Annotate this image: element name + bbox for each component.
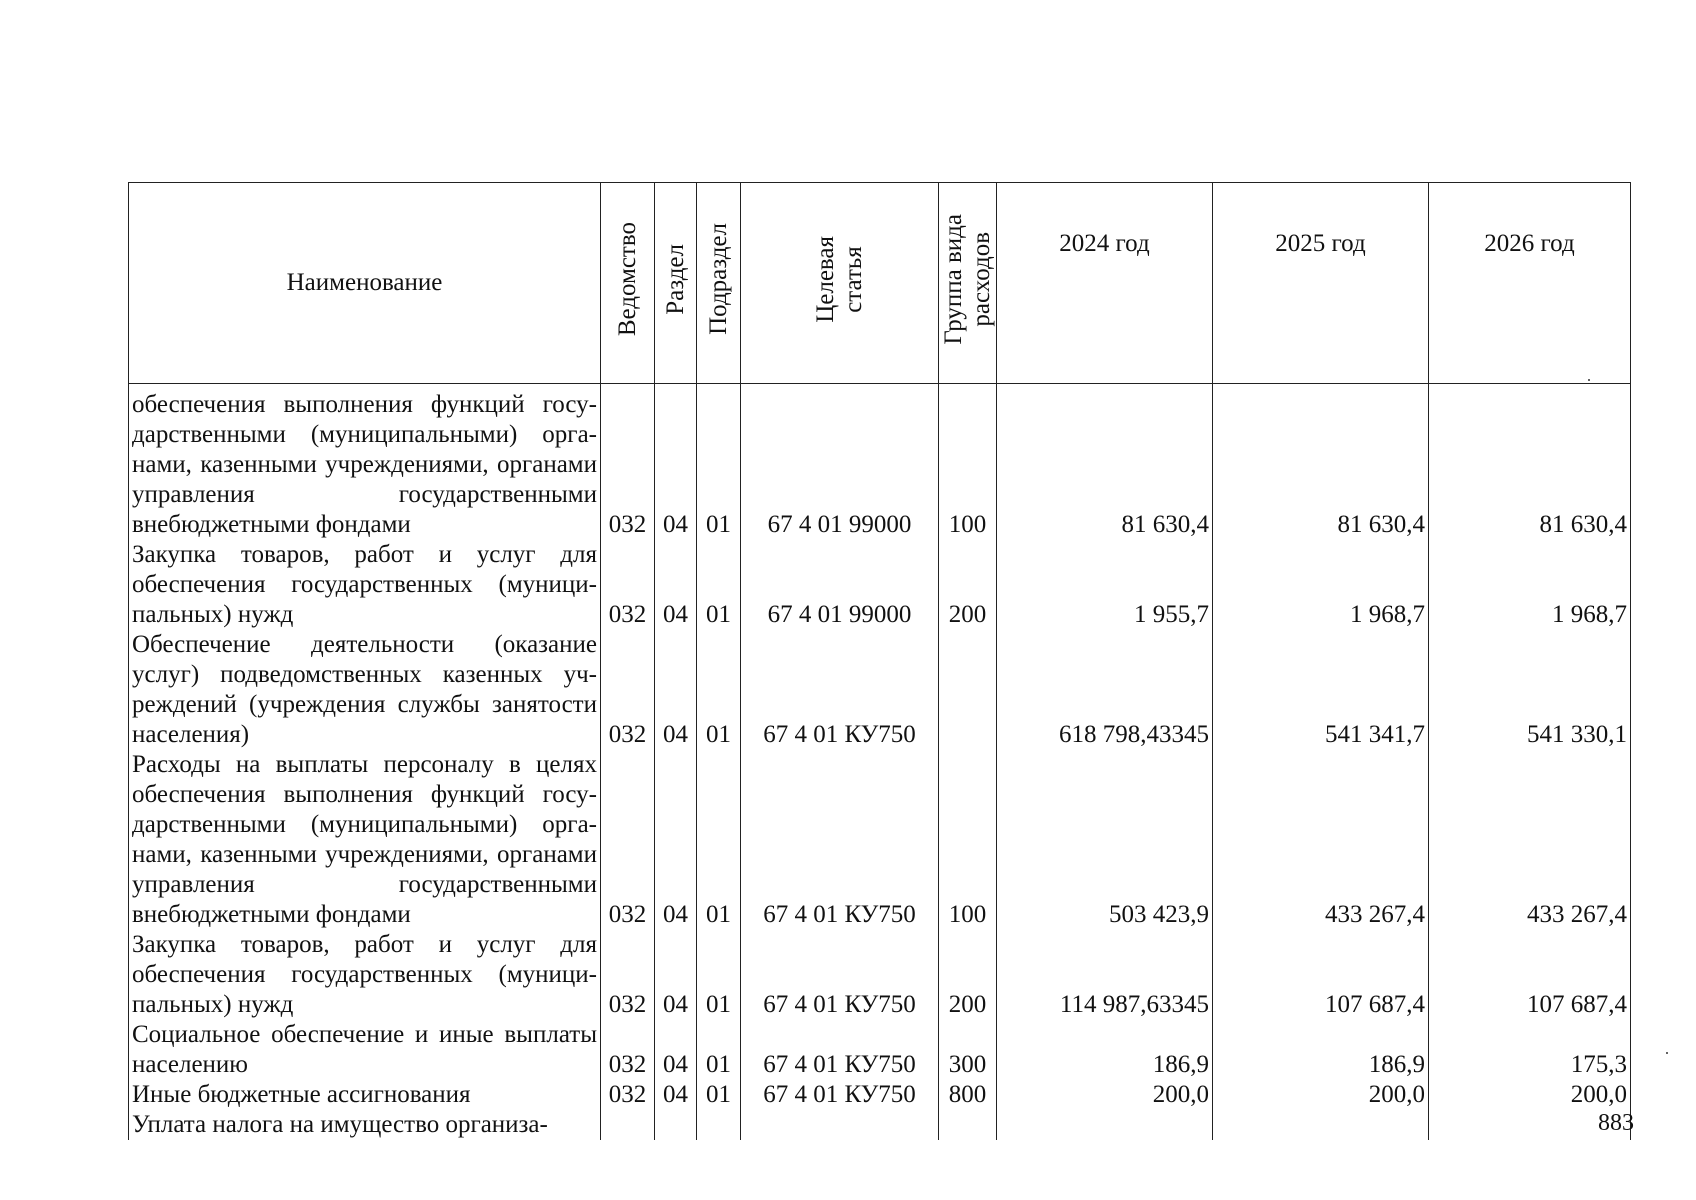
cell-razdel: 04 [655,1080,697,1110]
cell-name: обеспечения выполнения функций государственными (муниципальными) органами, казенными учреждениями, органами управления государственными внебюджетными фондами [129,384,601,541]
table-row [129,930,1631,1020]
cell-2026: 200,0 [1429,1080,1631,1110]
header-year-2025: 2025 год [1213,183,1429,384]
cell-vedomstvo: 032 [601,930,655,1020]
cell-vedomstvo: 032 [601,750,655,930]
header-gruppa-vida-rashodov: Группа вида расходов [939,183,997,384]
cell-celevaya-statya: 67 4 01 КУ750 [741,630,939,750]
cell-gruppa [939,630,997,750]
scan-speck [1666,1052,1668,1054]
table-header-row [129,183,1631,384]
cell-podrazdel: 01 [697,1080,741,1110]
cell-podrazdel: 01 [697,1020,741,1080]
cell-celevaya-statya: 67 4 01 КУ750 [741,1020,939,1080]
cell-celevaya-statya: 67 4 01 КУ750 [741,1080,939,1110]
table-row [129,1020,1631,1080]
header-year-2024: 2024 год [997,183,1213,384]
header-celevaya-statya: Целевая статья [741,183,939,384]
cell-gruppa: 100 [939,750,997,930]
table-row [129,630,1631,750]
header-podrazdel: Подраздел [697,183,741,384]
cell-razdel: 04 [655,1020,697,1080]
cell-2026: 1 968,7 [1429,540,1631,630]
cell-2025: 186,9 [1213,1020,1429,1080]
cell-razdel [655,1110,697,1140]
cell-gruppa: 200 [939,540,997,630]
cell-gruppa: 100 [939,384,997,541]
cell-vedomstvo: 032 [601,540,655,630]
cell-2024: 114 987,63345 [997,930,1213,1020]
cell-name: Социальное обеспечение и иные выплаты населению [129,1020,601,1080]
cell-2024: 1 955,7 [997,540,1213,630]
page-number: 883 [1598,1110,1634,1136]
header-razdel: Раздел [655,183,697,384]
cell-name: Расходы на выплаты персоналу в целях обеспечения выполнения функций государственными (муниципальными) органами, казенными учреждениями, органами управления государственными внебюджетными фондами [129,750,601,930]
cell-gruppa: 300 [939,1020,997,1080]
cell-gruppa: 800 [939,1080,997,1110]
cell-vedomstvo: 032 [601,1020,655,1080]
table-row [129,540,1631,630]
cell-name: Иные бюджетные ассигнования [129,1080,601,1110]
cell-podrazdel: 01 [697,384,741,541]
cell-2024 [997,1110,1213,1140]
cell-2025: 433 267,4 [1213,750,1429,930]
cell-2025: 81 630,4 [1213,384,1429,541]
cell-2025: 1 968,7 [1213,540,1429,630]
cell-vedomstvo: 032 [601,384,655,541]
table-row [129,384,1631,541]
cell-2024: 618 798,43345 [997,630,1213,750]
cell-2025: 541 341,7 [1213,630,1429,750]
budget-table [128,182,1631,1140]
table-row [129,750,1631,930]
cell-razdel: 04 [655,384,697,541]
cell-2026: 81 630,4 [1429,384,1631,541]
cell-razdel: 04 [655,630,697,750]
cell-name: Закупка товаров, работ и услуг для обеспечения государственных (муниципальных) нужд [129,930,601,1020]
cell-2026: 433 267,4 [1429,750,1631,930]
cell-vedomstvo [601,1110,655,1140]
cell-2026: 175,3 [1429,1020,1631,1080]
cell-podrazdel: 01 [697,540,741,630]
cell-2025: 107 687,4 [1213,930,1429,1020]
header-year-2026: 2026 год [1429,183,1631,384]
cell-celevaya-statya: 67 4 01 КУ750 [741,930,939,1020]
cell-name: Закупка товаров, работ и услуг для обеспечения государственных (муниципальных) нужд [129,540,601,630]
cell-2026: 107 687,4 [1429,930,1631,1020]
cell-podrazdel: 01 [697,750,741,930]
table-row [129,1110,1631,1140]
cell-vedomstvo: 032 [601,1080,655,1110]
cell-celevaya-statya [741,1110,939,1140]
cell-2025: 200,0 [1213,1080,1429,1110]
cell-gruppa: 200 [939,930,997,1020]
cell-2026: 541 330,1 [1429,630,1631,750]
cell-celevaya-statya: 67 4 01 99000 [741,540,939,630]
table-row [129,1080,1631,1110]
cell-2024: 81 630,4 [997,384,1213,541]
cell-razdel: 04 [655,750,697,930]
cell-podrazdel: 01 [697,630,741,750]
scan-speck [1588,379,1590,381]
table-body [129,384,1631,1141]
cell-gruppa [939,1110,997,1140]
cell-razdel: 04 [655,540,697,630]
cell-2025 [1213,1110,1429,1140]
cell-celevaya-statya: 67 4 01 КУ750 [741,750,939,930]
cell-podrazdel [697,1110,741,1140]
cell-2024: 503 423,9 [997,750,1213,930]
header-name: Наименование [129,183,601,384]
cell-podrazdel: 01 [697,930,741,1020]
cell-2024: 200,0 [997,1080,1213,1110]
cell-2024: 186,9 [997,1020,1213,1080]
cell-vedomstvo: 032 [601,630,655,750]
cell-name: Уплата налога на имущество организа- [129,1110,601,1140]
header-vedomstvo: Ведомство [601,183,655,384]
cell-name: Обеспечение деятельности (оказание услуг) подведомственных казенных учреждений (учреждения службы занятости населения) [129,630,601,750]
cell-razdel: 04 [655,930,697,1020]
cell-celevaya-statya: 67 4 01 99000 [741,384,939,541]
